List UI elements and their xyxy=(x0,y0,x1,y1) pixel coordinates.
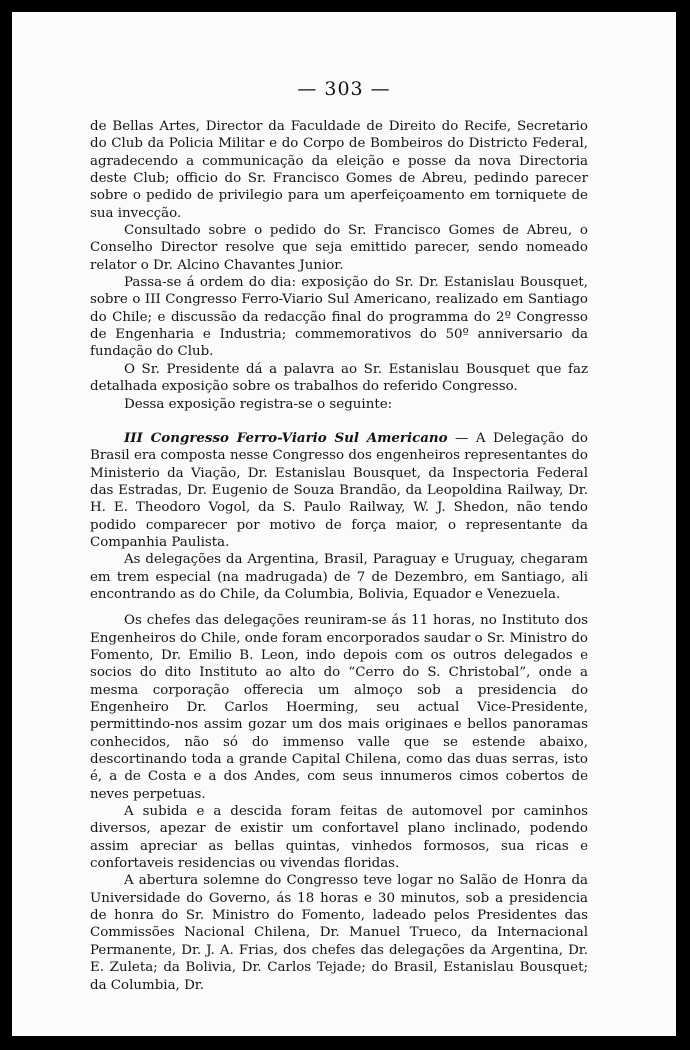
paragraph-6-text: — A Delegação do Brasil era composta nesse Congresso dos engenheiros representantes do Ministerio da Viação, Dr. Estanislau Bousquet, da Inspectoria Federal das Estradas, Dr. Eugenio de Souza Brandão, da Leopoldina Railway, Dr. H. E. Theodoro Vogol, da S. Paulo Railway, W. J. Shedon, não tendo podido comparecer por motivo de força maior, o representante da Companhia Paulista. xyxy=(90,430,588,550)
book-page xyxy=(12,12,676,1036)
paragraph-5: Dessa exposição registra-se o seguinte: xyxy=(124,396,393,412)
paragraph-10: A abertura solemne do Congresso teve logar no Salão de Honra da Universidade do Governo, ás 18 horas e 30 minutos, sob a presidencia de honra do Sr. Ministro do Fomento, ladeado pelos Presidentes das Commissões Nacional Chilena, Dr. Manuel Trueco, da Internacional Permanente, Dr. J. A. Frias, dos chefes das delegações da Argentina, Dr. E. Zuleta; da Bolivia, Dr. Carlos Tejade; do Brasil, Estanislau Bousquet; da Columbia, Dr. xyxy=(90,873,588,993)
page-body xyxy=(90,118,588,994)
paragraph-6 xyxy=(90,430,588,551)
paragraph-8: Os chefes das delegações reuniram-se ás 11 horas, no Instituto dos Engenheiros do Chile, onde foram encorporados saudar o Sr. Ministro do Fomento, Dr. Emilio B. Leon, indo depois com os outros delegados e socios do dito Instituto ao alto do “Cerro do S. Christobal”, onde a mesma corporação offerecia um almoço sob a presidencia do Engenheiro Dr. Carlos Hoerming, seu actual Vice-Presidente, permittindo-nos assim gozar um dos mais originaes e bellos panoramas conhecidos, não só do immenso valle que se estende abaixo, descortinando toda a grande Capital Chilena, como das duas serras, isto é, a de Costa e a dos Andes, com seus innumeros cimos cobertos de neves perpetuas. xyxy=(90,613,588,802)
paragraph-1: de Bellas Artes, Director da Faculdade de Direito do Recife, Secretario do Club da Policia Militar e do Corpo de Bombeiros do Districto Federal, agradecendo a communicação da eleição e posse da nova Directoria deste Club; officio do Sr. Francisco Gomes de Abreu, pedindo parecer sobre o pedido de privilegio para um aperfeiçoamento em torniquete de sua invecção. xyxy=(90,119,588,221)
paragraph-7: As delegações da Argentina, Brasil, Paraguay e Uruguay, chegaram em trem especial (na madrugada) de 7 de Dezembro, em Santiago, ali encontrando as do Chile, da Columbia, Bolivia, Equador e Venezuela. xyxy=(90,552,588,602)
paragraph-2: Consultado sobre o pedido do Sr. Francisco Gomes de Abreu, o Conselho Director resolve que seja emittido parecer, sendo nomeado relator o Dr. Alcino Chavantes Junior. xyxy=(90,223,588,273)
page-number: — 303 — xyxy=(297,78,391,100)
paragraph-3: Passa-se á ordem do dia: exposição do Sr. Dr. Estanislau Bousquet, sobre o III Congresso Ferro-Viario Sul Americano, realizado em Santiago do Chile; e discussão da redacção final do programma do 2º Congresso de Engenharia e Industria; commemorativos do 50º anniversario da fundação do Club. xyxy=(90,275,588,360)
paragraph-4: O Sr. Presidente dá a palavra ao Sr. Estanislau Bousquet que faz detalhada exposição sobre os trabalhos do referido Congresso. xyxy=(90,361,588,395)
section-heading: III Congresso Ferro-Viario Sul Americano xyxy=(124,429,448,446)
paragraph-9: A subida e a descida foram feitas de automovel por caminhos diversos, apezar de existir um confortavel plano inclinado, podendo assim apreciar as bellas quintas, vinhedos formosos, sua ricas e confortaveis residencias ou vivendas floridas. xyxy=(90,804,588,872)
